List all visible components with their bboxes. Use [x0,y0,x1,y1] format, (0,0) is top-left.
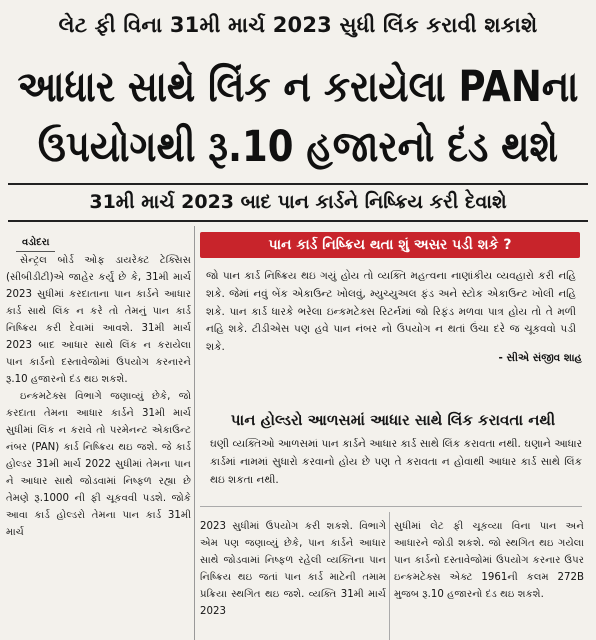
kicker: લેટ ફી વિના 31મી માર્ચ 2023 સુધી લિંક કરાવી શકાશે [58,13,538,37]
subheadline: 31મી માર્ચ 2023 બાદ પાન કાર્ડને નિષ્ક્રિય કરી દેવાશે [89,191,507,213]
column-divider [194,226,195,640]
section-text: ઘણી વ્યક્તિઓ આળસમાં પાન કાર્ડને આધાર કાર્ડ સાથે લિંક કરાવતા નથી. ઘણાને આધાર કાર્ડમાં નામમાં સુધારો કરવાનો હોય છે પણ તે કરાવતા ન હોવાથી આધાર કાર્ડ સાથે લિંક થઇ શકતા નથી. [210,438,582,486]
left-column [6,234,191,640]
headline-line-2: ઉપયોગથી રૂ.10 હજારનો દંડ થશે [37,121,559,172]
left-paragraph-1: સેન્ટ્રલ બોર્ડ ઓફ ડાયરેક્ટ ટેક્સિસ (સીબીડીટી)એ જાહેર કર્યું છે કે, 31મી માર્ચ 2023 સુધીમાં કરદાતાના પાન કાર્ડને આધાર કાર્ડ સાથે લિંક ન કરે તો તેમનું પાન કાર્ડ નિષ્ક્રિય કરી દેવામાં આવશે. 31મી માર્ચ 2023 બાદ આધાર સાથે લિંક ન કરાયેલા પાન કાર્ડનો દસ્તાવેજોમાં ઉપયોગ કરનારને રૂ.10 હજારનો દંડ થઇ શકશે. [6,255,191,385]
column-divider-2 [389,512,390,640]
left-paragraph-2: ઇન્કમટેક્સ વિભાગે જણાવ્યું છેકે, જો કરદાતા તેમના આધાર કાર્ડને 31મી માર્ચ સુધીમાં લિંક ન કરાવે તો પરમેનન્ટ એકાઉન્ટ નંબર (PAN) કાર્ડ નિષ્ક્રિય થઇ જશે. જે કાર્ડ હોલ્ડર 31મી માર્ચ 2022 સુધીમાં તેમના પાન ને આધાર સાથે જોડવામાં નિષ્ફળ રહ્યા છે તેમણે રૂ.1000 ની ફી ચૂકવવી પડશે. જોકે આવા કાર્ડ હોલ્ડરો તેમના પાન કાર્ડ 31મી માર્ચ [6,391,191,538]
divider-bottom [8,220,588,222]
headline-line-1: આધાર સાથે લિંક ન કરાયેલા PANના [17,61,579,112]
info-box-title: પાન કાર્ડ નિષ્ક્રિય થતા શું અસર પડી શકે ? [200,232,580,258]
info-box-text: જો પાન કાર્ડ નિષ્ક્રિય થઇ ગયું હોય તો વ્યક્તિ મહત્વના નાણાંકીય વ્યવહારો કરી નહિ શકે. જેમાં નવું બેંક એકાઉન્ટ ખોલવું, મ્યુચ્યુઅલ ફંડ અને સ્ટોક એકાઉન્ટ ખોલી નહિ શકે. પાન કાર્ડ ધારકે ભરેલા ઇન્કમટેક્સ રિટર્નમાં જો રિફંડ મળવા પાત્ર હોય તો તે મળી નહિ શકે. ટીડીએસ પણ હવે પાન નંબર નો ઉપયોગ ન થતાં ઉંચા દરે જ ચૂકવવો પડી શકે. [206,270,576,354]
middle-column-text: 2023 સુધીમાં ઉપયોગ કરી શકશે. વિભાગે એમ પણ જણાવ્યું છેકે, પાન કાર્ડને આધાર સાથે જોડવામાં નિષ્ફળ રહેલી વ્યક્તિના પાન નિષ્ક્રિય થઇ જતાં પાન કાર્ડ માટેની તમામ પ્રક્રિયા સ્થગિત થઇ જશે. વ્યક્તિ 31મી માર્ચ 2023 [200,521,386,617]
dateline: વડોદરા [16,235,55,252]
right-column-text: સુધીમાં લેટ ફી ચૂકવ્યા વિના પાન અને આધારને જોડી શકશે. જો સ્થગિત થઇ ગયેલા પાન કાર્ડનો દસ્તાવેજોમાં ઉપયોગ કરનાર ઉપર ઇન્કમટેક્સ એક્ટ 1961ની કલમ 272B મુજબ રૂ.10 હજારનો દંડ થઇ શકશે. [394,521,584,600]
section-divider [200,506,582,507]
attribution: - સીએ સંજીવ શાહ [498,352,582,364]
section-heading: પાન હોલ્ડરો આળસમાં આધાર સાથે લિંક કરાવતા નથી [230,411,556,429]
divider-top [8,183,588,185]
